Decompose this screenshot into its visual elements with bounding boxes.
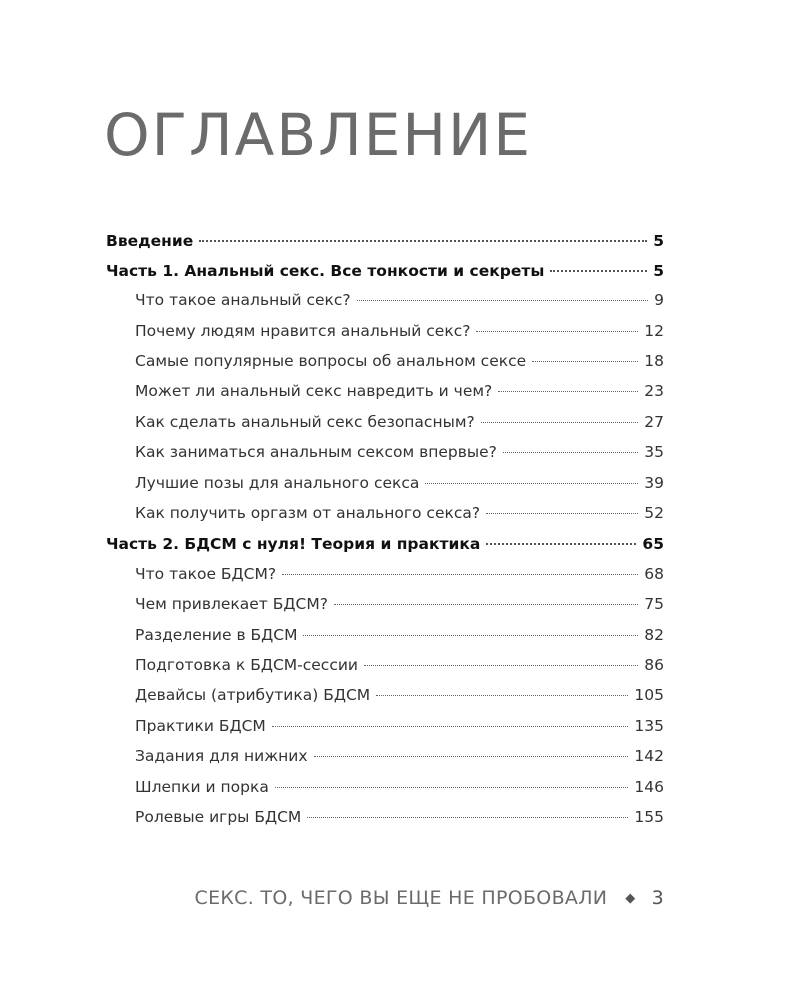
toc-entry-page: 23 [644, 382, 664, 401]
dot-leader [486, 498, 638, 515]
dot-leader [334, 589, 638, 606]
toc-entry-title: Задания для нижних [135, 747, 308, 766]
table-of-contents [106, 228, 664, 836]
toc-entry-title: Девайсы (атрибутика) БДСМ [135, 686, 371, 705]
toc-entry-title: Самые популярные вопросы об анальном сексе [135, 352, 527, 371]
toc-entry-title: Как заниматься анальным сексом впервые? [135, 443, 497, 462]
toc-entry-page: 52 [644, 504, 664, 523]
dot-leader [481, 406, 639, 423]
dot-leader [364, 649, 638, 666]
dot-leader [307, 801, 628, 818]
toc-entry-page: 9 [654, 291, 664, 310]
toc-entry-page: 155 [634, 807, 664, 826]
toc-entry-page: 35 [644, 443, 664, 462]
toc-entry-page: 68 [644, 564, 664, 583]
toc-entry-page: 39 [644, 473, 664, 492]
dot-leader [476, 315, 638, 332]
toc-entry-title: Практики БДСМ [135, 716, 266, 735]
dot-leader [272, 710, 629, 727]
dot-leader [425, 467, 638, 484]
dot-leader [275, 771, 629, 788]
dot-leader [357, 285, 649, 302]
toc-entry[interactable] [106, 805, 664, 835]
toc-entry-page: 105 [634, 686, 664, 705]
toc-entry-title: Может ли анальный секс навредить и чем? [135, 382, 493, 401]
toc-entry-title: Как получить оргазм от анального секса? [135, 504, 481, 523]
dot-leader [503, 437, 638, 454]
toc-entry-title: Введение [106, 231, 194, 250]
toc-entry-page: 146 [634, 777, 664, 796]
toc-entry-title: Чем привлекает БДСМ? [135, 595, 328, 614]
toc-entry-title: Почему людям нравится анальный секс? [135, 321, 471, 340]
dot-leader [199, 224, 647, 242]
toc-entry-title: Часть 2. БДСМ с нуля! Теория и практика [106, 535, 481, 554]
toc-entry-title: Разделение в БДСМ [135, 625, 298, 644]
toc-entry-title: Ролевые игры БДСМ [135, 807, 302, 826]
toc-entry-title: Часть 1. Анальный секс. Все тонкости и секреты [106, 261, 545, 280]
dot-leader [532, 346, 638, 363]
dot-leader [550, 254, 647, 272]
toc-entry-page: 86 [644, 655, 664, 674]
dot-leader [376, 680, 628, 697]
toc-entry-page: 12 [644, 321, 664, 340]
toc-entry-title: Шлепки и порка [135, 777, 269, 796]
dot-leader [486, 528, 636, 546]
page-number: 3 [651, 887, 664, 909]
toc-entry-page: 65 [642, 535, 664, 554]
dot-leader [498, 376, 638, 393]
running-footer [195, 887, 664, 909]
toc-entry-page: 27 [644, 412, 664, 431]
toc-entry-title: Что такое БДСМ? [135, 564, 277, 583]
dot-leader [314, 741, 629, 758]
dot-leader [282, 558, 638, 575]
toc-entry-page: 5 [653, 261, 664, 280]
book-title: СЕКС. ТО, ЧЕГО ВЫ ЕЩЕ НЕ ПРОБОВАЛИ [194, 887, 608, 909]
page-title: ОГЛАВЛЕНИЕ [104, 101, 533, 169]
toc-entry-title: Лучшие позы для анального секса [135, 473, 420, 492]
toc-entry-page: 5 [653, 231, 664, 250]
dot-leader [303, 619, 638, 636]
toc-entry-page: 75 [644, 595, 664, 614]
toc-entry-title: Подготовка к БДСМ-сессии [135, 655, 358, 674]
toc-entry-page: 135 [634, 716, 664, 735]
toc-entry-page: 18 [644, 352, 664, 371]
toc-entry-page: 82 [644, 625, 664, 644]
diamond-icon: ◆ [625, 891, 636, 906]
toc-entry-title: Как сделать анальный секс безопасным? [135, 412, 475, 431]
toc-entry-page: 142 [634, 747, 664, 766]
toc-entry-title: Что такое анальный секс? [135, 291, 351, 310]
